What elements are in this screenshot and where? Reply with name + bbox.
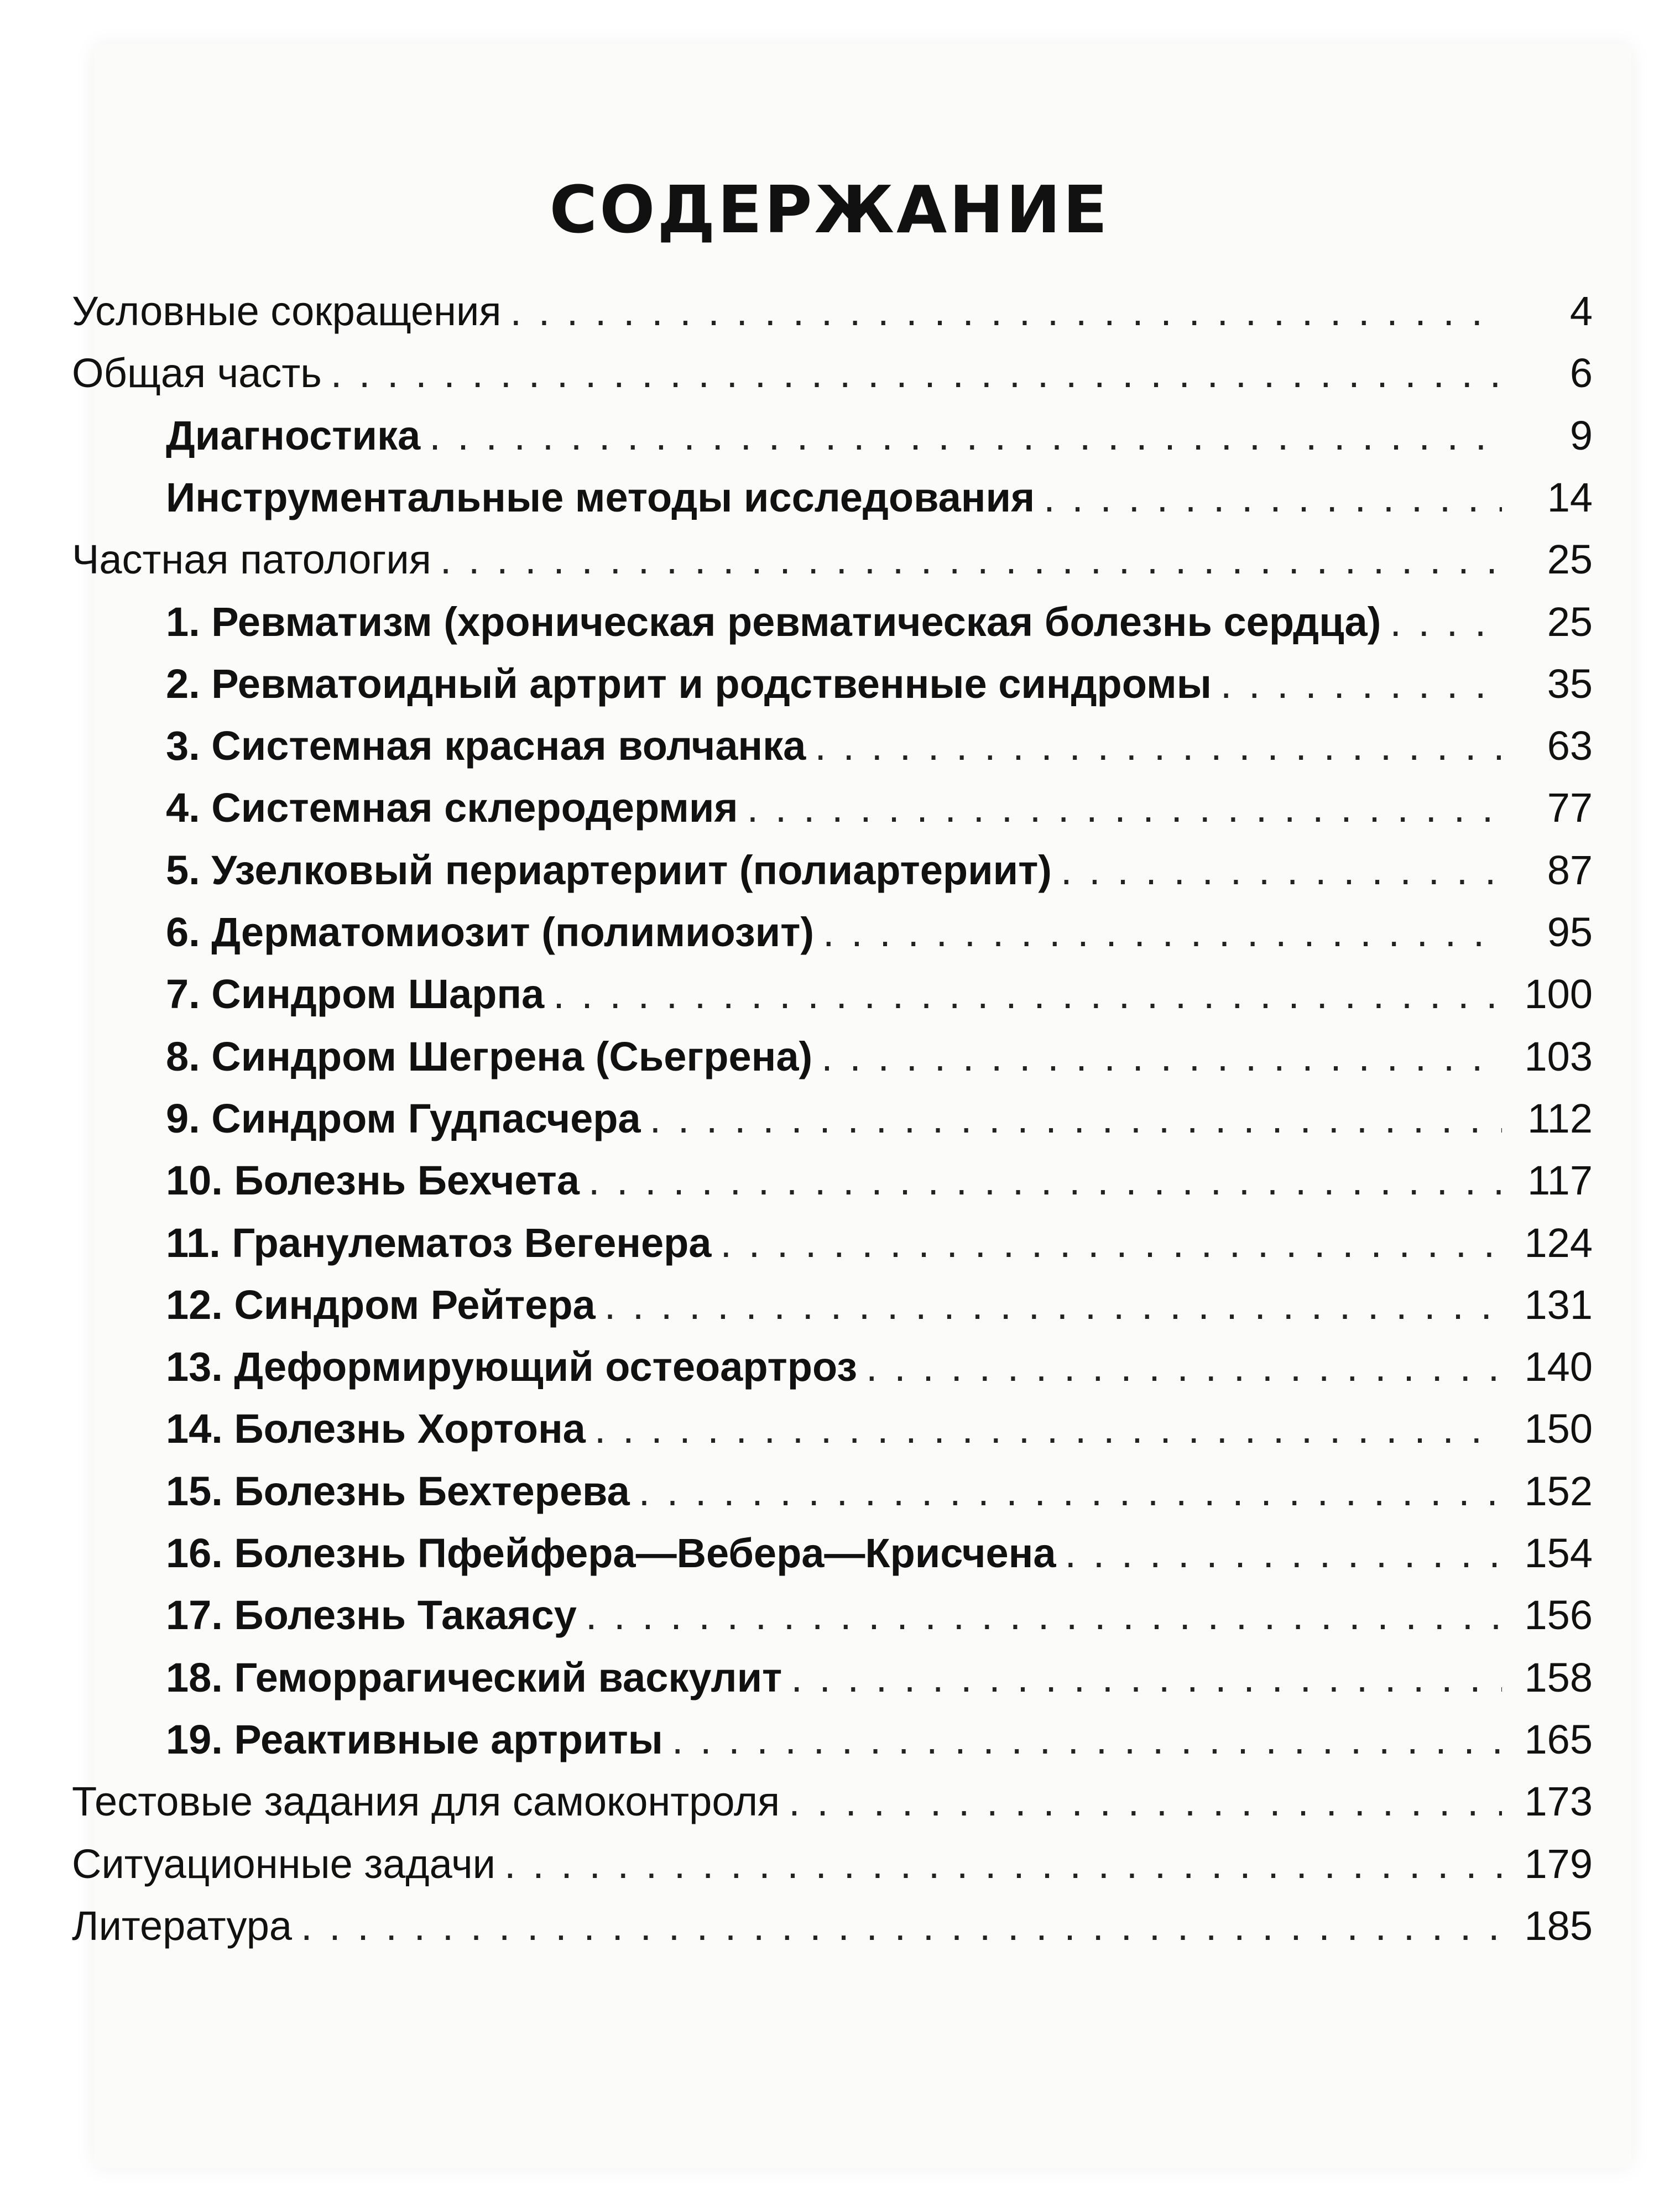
toc-page-number: 173 (1524, 1778, 1593, 1825)
toc-entry (166, 1394, 1593, 1452)
toc-entry-title: 9. Синдром Гудпасчера (166, 1095, 641, 1141)
toc-page-number: 156 (1524, 1592, 1593, 1639)
toc-page-number: 6 (1569, 350, 1593, 397)
toc-entry (166, 401, 1593, 456)
toc-entry-title: Литература (72, 1902, 293, 1949)
toc-entry-title: Инструментальные методы исследования (166, 474, 1035, 520)
toc-page-number: 179 (1524, 1840, 1593, 1887)
toc-entry-title: Ситуационные задачи (72, 1840, 496, 1887)
toc-page-number: 158 (1524, 1654, 1593, 1700)
toc-entry (166, 1084, 1593, 1139)
dot-leader (672, 1719, 1502, 1760)
dot-leader (301, 1906, 1502, 1947)
toc-entry (166, 1208, 1593, 1264)
dot-leader (1044, 477, 1502, 518)
toc-entry (166, 1705, 1593, 1760)
toc-entry-title: 16. Болезнь Пфейфера—Вебера—Крисчена (166, 1530, 1056, 1576)
toc-page-number: 103 (1524, 1033, 1593, 1079)
dot-leader (1220, 664, 1502, 705)
toc-page-number: 185 (1524, 1902, 1593, 1949)
dot-leader (866, 1347, 1502, 1387)
dot-leader (747, 787, 1502, 828)
dot-leader (440, 539, 1502, 580)
toc-page-number: 100 (1524, 971, 1593, 1018)
toc-entry (166, 1022, 1593, 1077)
toc-entry-title: 11. Гранулематоз Вегенера (166, 1219, 712, 1266)
dot-leader (650, 1098, 1502, 1139)
toc-entry (72, 1767, 1593, 1825)
toc-entry-title: Условные сокращения (72, 288, 502, 334)
toc-entry (166, 959, 1593, 1018)
toc-page-number: 152 (1524, 1468, 1593, 1514)
toc-entry (166, 898, 1593, 953)
toc-page-number: 25 (1547, 536, 1593, 583)
dot-leader (586, 1595, 1502, 1636)
toc-entry-title: 5. Узелковый периартериит (полиартериит) (166, 847, 1052, 893)
toc-page-number: 150 (1524, 1406, 1593, 1452)
toc-entry (166, 1457, 1593, 1512)
toc-entry-title: 14. Болезнь Хортона (166, 1406, 586, 1452)
toc-entry-title: 18. Геморрагический васкулит (166, 1654, 782, 1700)
toc-entry (166, 1519, 1593, 1574)
dot-leader (1390, 602, 1502, 643)
toc-entry-title: 17. Болезнь Такаясу (166, 1592, 577, 1639)
toc-entry (166, 1580, 1593, 1639)
dot-leader (594, 1408, 1502, 1449)
toc-page-number: 87 (1547, 847, 1593, 893)
toc-entry-title: 3. Системная красная волчанка (166, 723, 806, 769)
dot-leader (604, 1285, 1502, 1326)
dot-leader (588, 1160, 1502, 1201)
toc-entry (72, 525, 1593, 583)
dot-leader (815, 726, 1502, 766)
toc-entry (72, 276, 1593, 332)
toc-page-number: 165 (1524, 1716, 1593, 1762)
toc-entry-title: Общая часть (72, 350, 322, 397)
dot-leader (331, 353, 1502, 394)
toc-page-number: 131 (1524, 1281, 1593, 1328)
toc-entry-title: 6. Дерматомиозит (полимиозит) (166, 909, 815, 955)
toc-entry (166, 711, 1593, 769)
toc-entry-title: 19. Реактивные артриты (166, 1716, 663, 1762)
dot-leader (720, 1223, 1502, 1264)
dot-leader (429, 415, 1502, 456)
toc-page-number: 154 (1524, 1530, 1593, 1576)
toc-entry (166, 1643, 1593, 1698)
dot-leader (821, 1036, 1502, 1077)
dot-leader (789, 1781, 1502, 1822)
toc-entry-title: Диагностика (166, 412, 421, 458)
dot-leader (553, 974, 1502, 1015)
dot-leader (791, 1657, 1502, 1698)
toc-entry (166, 587, 1593, 643)
toc-entry (166, 649, 1593, 705)
toc-entry-title: 8. Синдром Шегрена (Сьегрена) (166, 1033, 813, 1079)
toc-entry-title: 10. Болезнь Бехчета (166, 1157, 580, 1204)
toc-entry-title: 2. Ревматоидный артрит и родственные синдромы (166, 660, 1212, 707)
toc-entry (72, 1829, 1593, 1885)
toc-page-number: 35 (1547, 660, 1593, 707)
dot-leader (510, 291, 1502, 332)
toc-entry-title: 1. Ревматизм (хроническая ревматическая болезнь сердца) (166, 598, 1381, 645)
toc-page-number: 117 (1527, 1157, 1593, 1204)
toc-entry (166, 1270, 1593, 1326)
toc-entry-title: Частная патология (72, 536, 431, 583)
toc-entry (72, 1891, 1593, 1947)
toc-entry (166, 463, 1593, 518)
toc-page-number: 9 (1569, 412, 1593, 458)
toc-page-number: 112 (1527, 1095, 1593, 1141)
toc-entry-title: 7. Синдром Шарпа (166, 971, 545, 1018)
toc-page-number: 95 (1547, 909, 1593, 955)
toc-page-number: 63 (1547, 723, 1593, 769)
toc-entry-title: Тестовые задания для самоконтроля (72, 1778, 780, 1825)
toc-entry (166, 1332, 1593, 1390)
toc-entry-title: 4. Системная склеродермия (166, 785, 738, 831)
toc-entry-title: 15. Болезнь Бехтерева (166, 1468, 630, 1514)
dot-leader (639, 1471, 1502, 1512)
toc-entry (72, 338, 1593, 397)
page-title: СОДЕРЖАНИЕ (549, 171, 1110, 248)
toc-entry-title: 12. Синдром Рейтера (166, 1281, 596, 1328)
toc-page-number: 140 (1524, 1344, 1593, 1390)
toc-page-number: 77 (1547, 785, 1593, 831)
toc-page-number: 14 (1547, 474, 1593, 520)
toc-entry (166, 1146, 1593, 1204)
toc-page-number: 124 (1524, 1219, 1593, 1266)
dot-leader (1061, 850, 1502, 891)
toc-entry (166, 773, 1593, 831)
toc-entry-title: 13. Деформирующий остеоартроз (166, 1344, 858, 1390)
dot-leader (1065, 1533, 1503, 1574)
dot-leader (823, 912, 1502, 953)
dot-leader (504, 1844, 1502, 1885)
toc-page-number: 4 (1569, 288, 1593, 334)
toc-entry (166, 836, 1593, 891)
toc-page-number: 25 (1547, 598, 1593, 645)
